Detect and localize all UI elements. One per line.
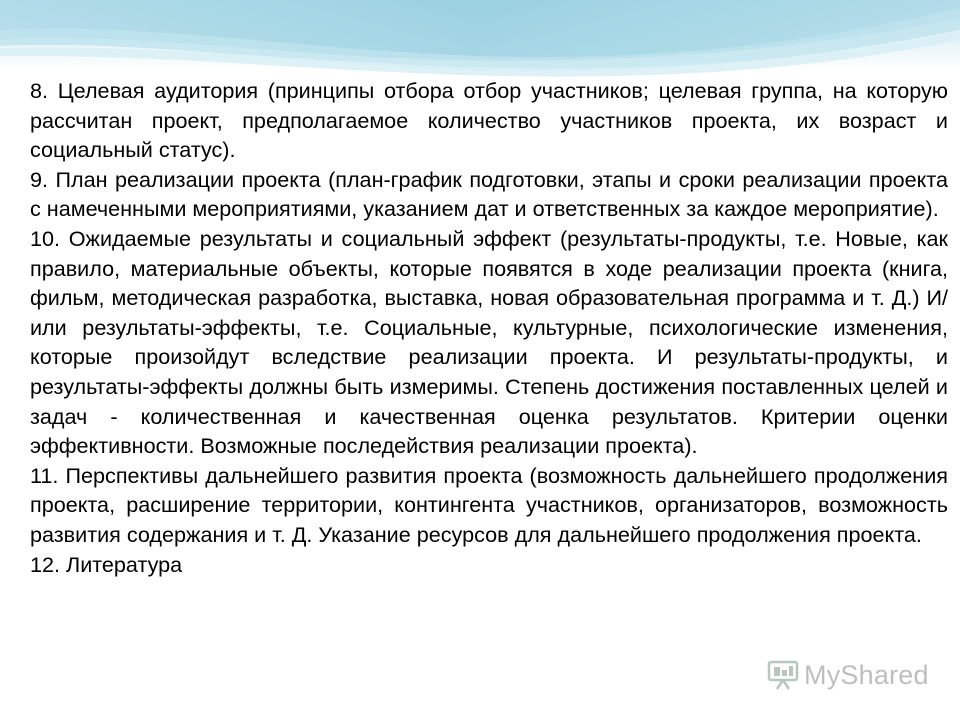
paragraph-expected-results: 10. Ожидаемые результаты и социальный эффект (результаты-продукты, т.е. Новые, как правило, материальные объекты, которые появятся в ходе реализации проекта (книга, фильм, методическая разработка, выставка, новая образовательная программа и т. Д.) И/или результаты-эффекты, т.е. Социальные, культурные, психологические изменения, которые произойдут вследствие реализации проекта. И результаты-продукты, и результаты-эффекты должны быть измеримы. Степень достижения поставленных целей и задач - количественная и качественная оценка результатов. Критерии оценки эффективности. Возможные последействия реализации проекта).	[30, 225, 948, 459]
paragraph-target-audience: 8. Целевая аудитория (принципы отбора отбор участников; целевая группа, на которую рассчитан проект, предполагаемое количество участников проекта, их возраст и социальный статус).	[30, 78, 948, 163]
myshared-watermark	[766, 655, 929, 695]
presentation-board-icon	[766, 658, 800, 692]
watermark-label: MyShared	[804, 659, 929, 690]
paragraph-implementation-plan: 9. План реализации проекта (план-график подготовки, этапы и сроки реализации проекта с намеченными мероприятиями, указанием дат и ответственных за каждое мероприятие).	[30, 166, 948, 222]
paragraph-development-prospects: 11. Перспективы дальнейшего развития проекта (возможность дальнейшего продолжения проекта, расширение территории, контингента участников, организаторов, возможность развития содержания и т. Д. Указание ресурсов для дальнейшего продолжения проекта.	[30, 462, 948, 547]
paragraph-literature: 12. Литература	[30, 551, 183, 577]
slide-body	[30, 76, 948, 579]
